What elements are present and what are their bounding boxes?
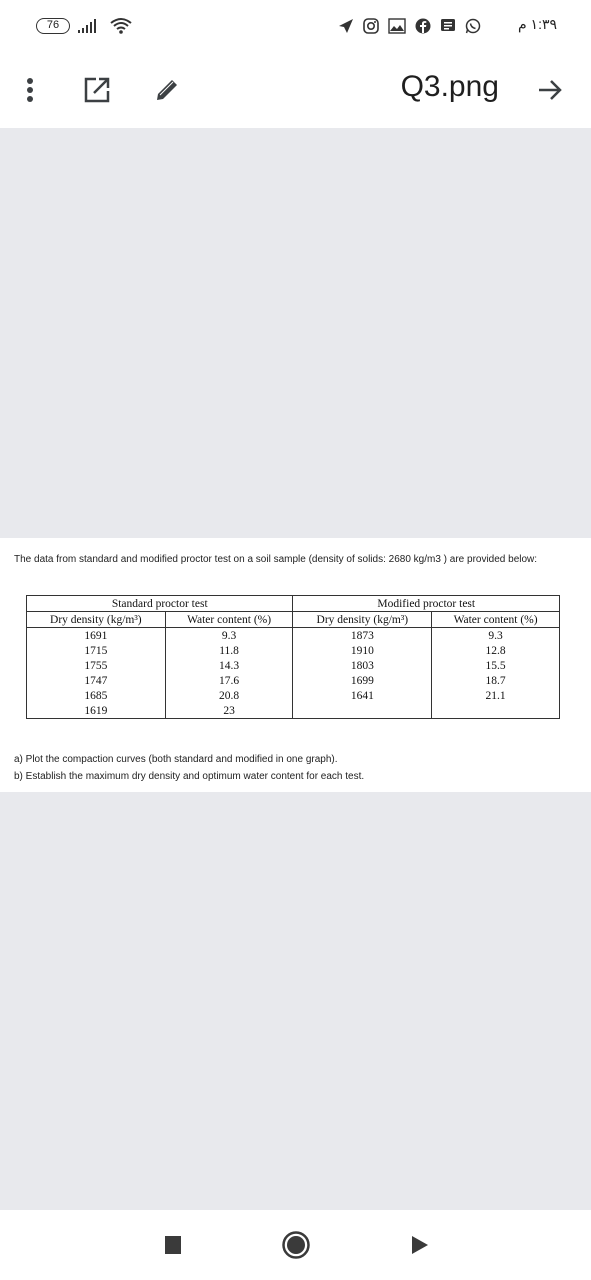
table-row <box>27 673 560 688</box>
system-nav-bar <box>0 1210 591 1280</box>
column-header: Water content (%) <box>432 612 560 628</box>
column-header: Dry density (kg/m³) <box>293 612 432 628</box>
column-header: Water content (%) <box>165 612 293 628</box>
table-cell: 1755 <box>27 658 166 673</box>
open-external-icon[interactable] <box>83 76 111 104</box>
table-cell: 17.6 <box>165 673 293 688</box>
file-title: Q3.png <box>400 70 499 103</box>
table-cell: 12.8 <box>432 643 560 658</box>
table-cell: 1715 <box>27 643 166 658</box>
table-cell: 23 <box>165 703 293 719</box>
table-column-header-row <box>27 612 560 628</box>
table-row <box>27 703 560 719</box>
table-cell: 1873 <box>293 628 432 644</box>
question-b: b) Establish the maximum dry density and optimum water content for each test. <box>14 771 365 782</box>
recents-square-icon[interactable] <box>164 1235 182 1255</box>
table-cell: 9.3 <box>165 628 293 644</box>
wifi-icon <box>110 17 132 35</box>
notification-icons <box>338 17 481 35</box>
back-arrow-icon[interactable] <box>536 76 564 104</box>
table-cell: 11.8 <box>165 643 293 658</box>
proctor-data-table <box>26 595 560 719</box>
table-group-header-row <box>27 596 560 612</box>
table-cell <box>432 703 560 719</box>
document-image <box>0 538 591 792</box>
app-bar <box>0 50 591 128</box>
table-cell: 18.7 <box>432 673 560 688</box>
status-bar <box>0 0 591 50</box>
table-cell: 1691 <box>27 628 166 644</box>
question-a: a) Plot the compaction curves (both standard and modified in one graph). <box>14 754 338 765</box>
table-cell: 1619 <box>27 703 166 719</box>
send-icon <box>338 18 354 34</box>
back-triangle-icon[interactable] <box>411 1235 429 1255</box>
home-circle-icon[interactable] <box>281 1230 311 1260</box>
table-cell <box>293 703 432 719</box>
standard-group-header: Standard proctor test <box>27 596 293 612</box>
signal-icon <box>78 19 104 33</box>
modified-group-header: Modified proctor test <box>293 596 560 612</box>
more-vert-icon[interactable] <box>22 76 38 104</box>
table-cell: 1747 <box>27 673 166 688</box>
table-row <box>27 628 560 644</box>
table-cell: 1699 <box>293 673 432 688</box>
table-cell: 1641 <box>293 688 432 703</box>
table-row <box>27 688 560 703</box>
table-cell: 20.8 <box>165 688 293 703</box>
edit-pencil-icon[interactable] <box>153 76 181 104</box>
gallery-icon <box>388 18 406 34</box>
table-row <box>27 643 560 658</box>
instagram-icon <box>363 18 379 34</box>
table-cell: 14.3 <box>165 658 293 673</box>
message-icon <box>440 18 456 34</box>
table-cell: 15.5 <box>432 658 560 673</box>
table-cell: 1910 <box>293 643 432 658</box>
table-cell: 1803 <box>293 658 432 673</box>
whatsapp-icon <box>465 18 481 34</box>
table-cell: 9.3 <box>432 628 560 644</box>
column-header: Dry density (kg/m³) <box>27 612 166 628</box>
table-cell: 1685 <box>27 688 166 703</box>
facebook-icon <box>415 18 431 34</box>
status-clock: ١:٣٩ م <box>517 16 557 32</box>
table-row <box>27 658 560 673</box>
battery-indicator: 76 <box>36 18 70 34</box>
intro-text: The data from standard and modified proctor test on a soil sample (density of solids: 2680 kg/m3 ) are provided below: <box>14 554 538 565</box>
table-cell: 21.1 <box>432 688 560 703</box>
